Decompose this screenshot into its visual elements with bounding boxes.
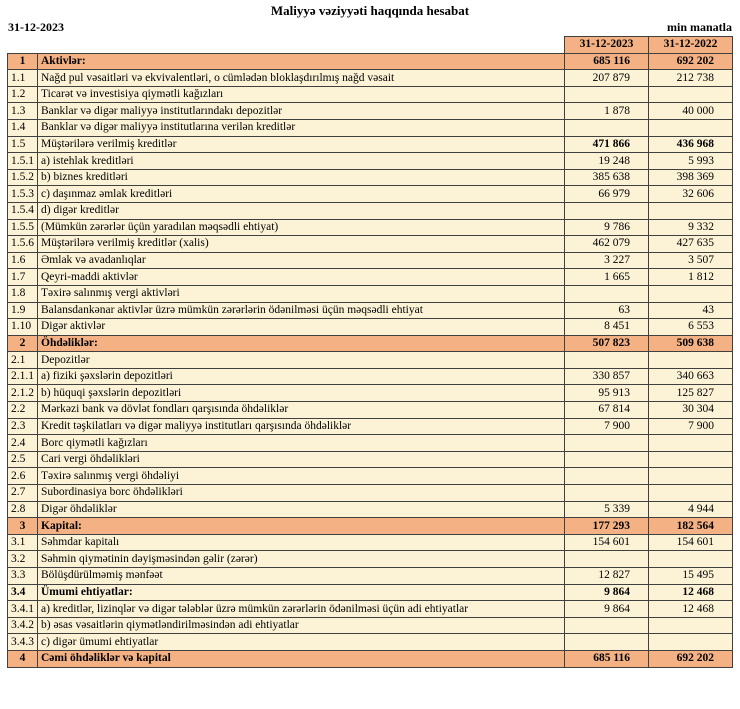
row-label: Qeyri-maddi aktivlər (38, 269, 565, 286)
row-label: Əmlak və avadanlıqlar (38, 252, 565, 269)
row-value-2022 (649, 468, 733, 485)
row-no: 2.1 (8, 352, 38, 369)
row-label: Öhdəliklər: (38, 335, 565, 352)
row-value-2023: 385 638 (565, 169, 649, 186)
row-label: Banklar və digər maliyyə institutlarındakı depozitlər (38, 103, 565, 120)
row-value-2023: 5 339 (565, 501, 649, 518)
row-no: 1.8 (8, 285, 38, 302)
row-value-2022 (649, 451, 733, 468)
table-row (8, 617, 733, 634)
row-value-2023: 330 857 (565, 368, 649, 385)
row-value-2022 (649, 86, 733, 103)
row-value-2022: 6 553 (649, 319, 733, 336)
table-row (8, 518, 733, 535)
row-label: Subordinasiya borc öhdəlikləri (38, 485, 565, 502)
row-label: c) digər ümumi ehtiyatlar (38, 634, 565, 651)
row-value-2023: 1 878 (565, 103, 649, 120)
row-no: 3.4 (8, 584, 38, 601)
row-label: Kredit təşkilatları və digər maliyyə institutları qarşısında öhdəliklər (38, 418, 565, 435)
row-no: 1.1 (8, 70, 38, 87)
table-row (8, 402, 733, 419)
table-row (8, 485, 733, 502)
row-no: 1.9 (8, 302, 38, 319)
row-label: Kapital: (38, 518, 565, 535)
row-label: Digər aktivlər (38, 319, 565, 336)
row-no: 4 (8, 650, 38, 667)
table-row (8, 136, 733, 153)
row-value-2022: 1 812 (649, 269, 733, 286)
meta-line (8, 20, 732, 35)
row-value-2023 (565, 202, 649, 219)
table-row (8, 584, 733, 601)
row-value-2022: 436 968 (649, 136, 733, 153)
row-label: Ümumi ehtiyatlar: (38, 584, 565, 601)
row-no: 1.10 (8, 319, 38, 336)
row-value-2022 (649, 435, 733, 452)
row-no: 3.4.3 (8, 634, 38, 651)
row-value-2023 (565, 451, 649, 468)
row-value-2023: 471 866 (565, 136, 649, 153)
row-label: Təxirə salınmış vergi öhdəliyi (38, 468, 565, 485)
row-label: Borc qiymətli kağızları (38, 435, 565, 452)
row-label: Cari vergi öhdəlikləri (38, 451, 565, 468)
row-no: 1.4 (8, 119, 38, 136)
row-value-2022: 509 638 (649, 335, 733, 352)
row-value-2022: 427 635 (649, 236, 733, 253)
row-value-2023 (565, 86, 649, 103)
row-value-2023: 7 900 (565, 418, 649, 435)
row-value-2023: 9 786 (565, 219, 649, 236)
row-no: 2.8 (8, 501, 38, 518)
row-label: (Mümkün zərərlər üçün yaradılan məqsədli ehtiyat) (38, 219, 565, 236)
unit-label: min manatla (666, 20, 732, 34)
row-value-2023 (565, 617, 649, 634)
row-value-2023: 66 979 (565, 186, 649, 203)
row-value-2022: 5 993 (649, 153, 733, 170)
row-no: 1.7 (8, 269, 38, 286)
row-no: 1.5.5 (8, 219, 38, 236)
row-no: 1.5.3 (8, 186, 38, 203)
row-no: 2.4 (8, 435, 38, 452)
row-no: 2.2 (8, 402, 38, 419)
row-label: b) biznes kreditləri (38, 169, 565, 186)
row-label: b) əsas vəsaitlərin qiymətləndirilməsindən adi ehtiyatlar (38, 617, 565, 634)
row-label: Bölüşdürülməmiş mənfəət (38, 568, 565, 585)
table-row (8, 252, 733, 269)
row-no: 2.7 (8, 485, 38, 502)
row-value-2022: 40 000 (649, 103, 733, 120)
row-value-2022 (649, 119, 733, 136)
row-value-2022: 154 601 (649, 534, 733, 551)
row-label: Depozitlər (38, 352, 565, 369)
row-label: Cəmi öhdəliklər və kapital (38, 650, 565, 667)
row-label: d) digər kreditlər (38, 202, 565, 219)
row-value-2023: 19 248 (565, 153, 649, 170)
row-value-2023 (565, 435, 649, 452)
row-label: Təxirə salınmış vergi aktivləri (38, 285, 565, 302)
row-label: Balansdankənar aktivlər üzrə mümkün zərərlərin ödənilməsi üçün məqsədli ehtiyat (38, 302, 565, 319)
row-no: 1 (8, 53, 38, 70)
row-value-2022: 12 468 (649, 584, 733, 601)
table-row (8, 368, 733, 385)
table-row (8, 568, 733, 585)
report-date: 31-12-2023 (8, 20, 64, 34)
row-label: a) kreditlər, lizinqlər və digər tələblər üzrə mümkün zərərlərin ödənilməsi üçün adi ehtiyatlar (38, 601, 565, 618)
row-value-2023: 207 879 (565, 70, 649, 87)
row-no: 1.3 (8, 103, 38, 120)
balance-sheet-table (7, 36, 733, 668)
row-value-2022: 340 663 (649, 368, 733, 385)
row-value-2022: 398 369 (649, 169, 733, 186)
table-row (8, 385, 733, 402)
table-row (8, 435, 733, 452)
row-value-2022: 692 202 (649, 650, 733, 667)
row-value-2023: 462 079 (565, 236, 649, 253)
row-no: 2.1.2 (8, 385, 38, 402)
row-value-2023: 63 (565, 302, 649, 319)
row-label: Səhmdar kapitalı (38, 534, 565, 551)
row-no: 3.2 (8, 551, 38, 568)
table-row (8, 285, 733, 302)
table-row (8, 352, 733, 369)
row-value-2023: 8 451 (565, 319, 649, 336)
row-value-2022 (649, 617, 733, 634)
row-label: Mərkəzi bank və dövlət fondları qarşısında öhdəliklər (38, 402, 565, 419)
row-no: 1.5.6 (8, 236, 38, 253)
table-row (8, 634, 733, 651)
row-value-2022: 32 606 (649, 186, 733, 203)
row-value-2023: 685 116 (565, 53, 649, 70)
row-label: a) fiziki şəxslərin depozitləri (38, 368, 565, 385)
row-no: 3.1 (8, 534, 38, 551)
table-row (8, 534, 733, 551)
row-value-2022 (649, 202, 733, 219)
row-value-2022: 43 (649, 302, 733, 319)
row-no: 1.6 (8, 252, 38, 269)
table-row (8, 468, 733, 485)
row-no: 1.5.2 (8, 169, 38, 186)
row-value-2023: 12 827 (565, 568, 649, 585)
row-value-2023: 154 601 (565, 534, 649, 551)
row-no: 3 (8, 518, 38, 535)
row-value-2022: 7 900 (649, 418, 733, 435)
row-value-2022 (649, 352, 733, 369)
row-label: Digər öhdəliklər (38, 501, 565, 518)
row-no: 1.5.4 (8, 202, 38, 219)
table-row (8, 169, 733, 186)
column-header-2022: 31-12-2022 (649, 37, 733, 54)
table-row (8, 601, 733, 618)
row-value-2022: 30 304 (649, 402, 733, 419)
row-no: 1.5 (8, 136, 38, 153)
column-header-2023: 31-12-2023 (565, 37, 649, 54)
row-value-2022: 9 332 (649, 219, 733, 236)
row-label: a) istehlak kreditləri (38, 153, 565, 170)
page-title: Maliyyə vəziyyəti haqqında hesabat (270, 3, 470, 18)
row-no: 3.4.1 (8, 601, 38, 618)
table-row (8, 186, 733, 203)
row-value-2023: 3 227 (565, 252, 649, 269)
row-value-2023 (565, 634, 649, 651)
row-label: Aktivlər: (38, 53, 565, 70)
row-value-2023: 507 823 (565, 335, 649, 352)
table-row (8, 202, 733, 219)
table-row (8, 86, 733, 103)
table-row (8, 119, 733, 136)
column-header-row (8, 37, 733, 54)
table-row (8, 501, 733, 518)
row-label: Nağd pul vəsaitləri və ekvivalentləri, o cümlədən bloklaşdırılmış nağd vəsait (38, 70, 565, 87)
row-no: 2.3 (8, 418, 38, 435)
row-no: 3.3 (8, 568, 38, 585)
table-row (8, 70, 733, 87)
table-row (8, 153, 733, 170)
row-value-2022 (649, 285, 733, 302)
row-label: b) hüquqi şəxslərin depozitləri (38, 385, 565, 402)
table-row (8, 335, 733, 352)
row-value-2023: 9 864 (565, 601, 649, 618)
row-value-2023 (565, 119, 649, 136)
row-label: Səhmin qiymətinin dəyişməsindən gəlir (zərər) (38, 551, 565, 568)
row-value-2022: 125 827 (649, 385, 733, 402)
row-value-2022 (649, 634, 733, 651)
row-value-2023: 1 665 (565, 269, 649, 286)
row-value-2022 (649, 485, 733, 502)
row-value-2023: 67 814 (565, 402, 649, 419)
table-row (8, 551, 733, 568)
row-label: Ticarət və investisiya qiymətli kağızları (38, 86, 565, 103)
row-label: c) daşınmaz əmlak kreditləri (38, 186, 565, 203)
row-value-2022: 15 495 (649, 568, 733, 585)
header-spacer (8, 37, 565, 54)
row-value-2022: 4 944 (649, 501, 733, 518)
table-row (8, 53, 733, 70)
table-row (8, 319, 733, 336)
report-table-body (8, 53, 733, 667)
row-no: 1.2 (8, 86, 38, 103)
table-row (8, 269, 733, 286)
row-label: Müştərilərə verilmiş kreditlər (38, 136, 565, 153)
row-no: 1.5.1 (8, 153, 38, 170)
row-no: 2.5 (8, 451, 38, 468)
row-label: Müştərilərə verilmiş kreditlər (xalis) (38, 236, 565, 253)
row-no: 2 (8, 335, 38, 352)
row-no: 3.4.2 (8, 617, 38, 634)
table-row (8, 302, 733, 319)
row-value-2023 (565, 285, 649, 302)
row-value-2022: 212 738 (649, 70, 733, 87)
table-row (8, 451, 733, 468)
row-value-2022: 182 564 (649, 518, 733, 535)
row-value-2023: 177 293 (565, 518, 649, 535)
table-row (8, 103, 733, 120)
table-row (8, 219, 733, 236)
table-row (8, 418, 733, 435)
row-value-2022: 3 507 (649, 252, 733, 269)
row-value-2023: 9 864 (565, 584, 649, 601)
row-value-2023 (565, 551, 649, 568)
row-label: Banklar və digər maliyyə institutlarına verilən kreditlər (38, 119, 565, 136)
row-value-2023 (565, 352, 649, 369)
row-value-2023 (565, 485, 649, 502)
row-value-2023: 685 116 (565, 650, 649, 667)
row-no: 2.6 (8, 468, 38, 485)
row-value-2022 (649, 551, 733, 568)
row-value-2022: 12 468 (649, 601, 733, 618)
row-value-2022: 692 202 (649, 53, 733, 70)
table-row (8, 236, 733, 253)
row-no: 2.1.1 (8, 368, 38, 385)
row-value-2023 (565, 468, 649, 485)
table-row (8, 650, 733, 667)
row-value-2023: 95 913 (565, 385, 649, 402)
